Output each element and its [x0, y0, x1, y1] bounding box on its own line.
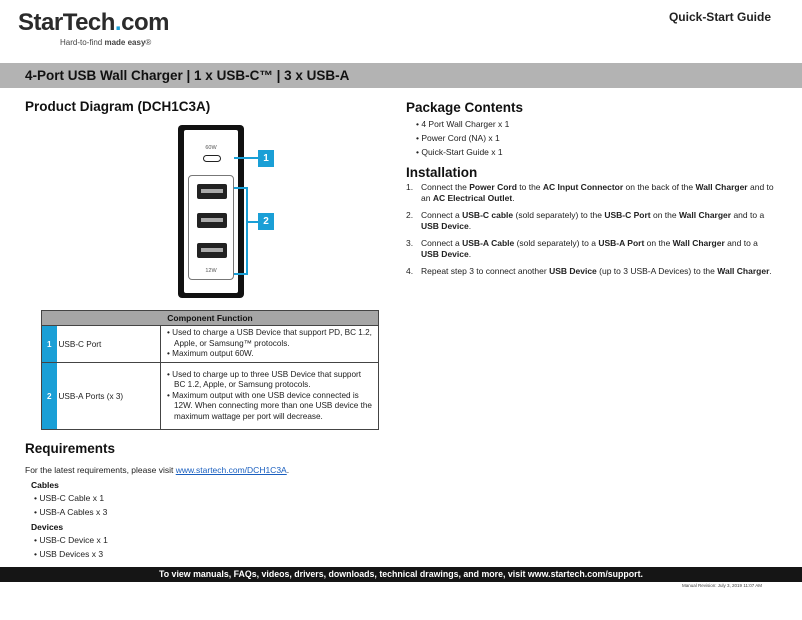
product-diagram-heading: Product Diagram (DCH1C3A): [25, 99, 211, 114]
function-item: • Maximum output with one USB device connected is 12W. When connecting more than one USB device the maximum wattage per port will decrease.: [165, 391, 374, 423]
list-item: • USB-A Cables x 3: [34, 505, 107, 519]
title-bar: [0, 63, 802, 88]
function-item: • Used to charge a USB Device that support PD, BC 1.2, Apple, or Samsung™ protocols.: [165, 328, 374, 349]
requirements-heading: Requirements: [25, 441, 116, 456]
usba-port-icon: [197, 184, 227, 199]
list-item: • 4 Port Wall Charger x 1: [416, 117, 509, 131]
list-item: • USB-C Cable x 1: [34, 491, 107, 505]
list-item: • Power Cord (NA) x 1: [416, 131, 509, 145]
step-item: 2. Connect a USB-C cable (sold separately) to the USB-C Port on the Wall Charger and to a USB Device.: [406, 210, 765, 231]
devices-heading: Devices: [31, 522, 64, 532]
installation-steps: [406, 182, 778, 283]
list-item: • USB Devices x 3: [34, 547, 108, 561]
function-item: • Used to charge up to three USB Device that support BC 1.2, Apple, or Samsung protocols.: [165, 370, 374, 391]
usba-port-group: [188, 175, 234, 280]
logo-tagline: Hard-to-find made easy®: [60, 38, 152, 47]
footer-text: To view manuals, FAQs, videos, drivers, downloads, technical drawings, and more, visit www.startech.com/support.: [159, 569, 643, 579]
package-contents-list: [416, 117, 509, 159]
table-header-row: [42, 311, 379, 326]
component-name: USB-A Ports (x 3): [57, 363, 161, 430]
cables-list: [34, 491, 107, 519]
page-title: 4-Port USB Wall Charger | 1 x USB-C™ | 3 x USB-A: [25, 68, 350, 83]
step-item: 4. Repeat step 3 to connect another USB Device (up to 3 USB-A Devices) to the Wall Charger.: [406, 266, 772, 276]
component-function: [161, 363, 379, 430]
usba-watt-label: 12W: [205, 268, 217, 274]
step-item: 1. Connect the Power Cord to the AC Input Connector on the back of the Wall Charger and to an AC Electrical Outlet.: [406, 182, 774, 203]
usba-port-icon: [197, 243, 227, 258]
installation-heading: Installation: [406, 165, 478, 180]
callout-2: 2: [258, 213, 274, 230]
package-contents-heading: Package Contents: [406, 100, 524, 115]
callout-1: 1: [258, 150, 274, 167]
devices-list: [34, 533, 108, 561]
step-item: 3. Connect a USB-A Cable (sold separately) to a USB-A Port on the Wall Charger and to a USB Device.: [406, 238, 758, 259]
row-number: 1: [42, 326, 57, 363]
requirements-link[interactable]: www.startech.com/DCH1C3A: [175, 465, 287, 475]
list-item: • Quick-Start Guide x 1: [416, 145, 509, 159]
function-item: • Maximum output 60W.: [165, 349, 374, 360]
list-item: • USB-C Device x 1: [34, 533, 108, 547]
component-function-table: [41, 310, 379, 430]
manual-revision: Manual Revision: July 3, 2019 11:07 AM: [682, 583, 762, 588]
requirements-intro: For the latest requirements, please visit www.startech.com/DCH1C3A.: [25, 465, 290, 475]
callout-bracket-bottom: [234, 273, 248, 275]
callout-line-2: [248, 221, 258, 223]
table-row: [42, 363, 379, 430]
callout-line-1: [234, 157, 258, 159]
component-name: USB-C Port: [57, 326, 161, 363]
brand-logo: [18, 10, 169, 47]
table-row: [42, 326, 379, 363]
table-header: Component Function: [42, 311, 379, 326]
row-number: 2: [42, 363, 57, 430]
footer-bar: [0, 567, 802, 582]
callout-bracket-vertical: [246, 187, 248, 275]
document-type: Quick-Start Guide: [668, 10, 771, 24]
component-function: [161, 326, 379, 363]
cables-heading: Cables: [31, 480, 59, 490]
logo-wordmark: StarTech.com: [18, 9, 169, 36]
charger-face: [184, 130, 238, 293]
usbc-port-icon: [203, 155, 221, 162]
usbc-watt-label: 60W: [205, 145, 217, 151]
usba-port-icon: [197, 213, 227, 228]
